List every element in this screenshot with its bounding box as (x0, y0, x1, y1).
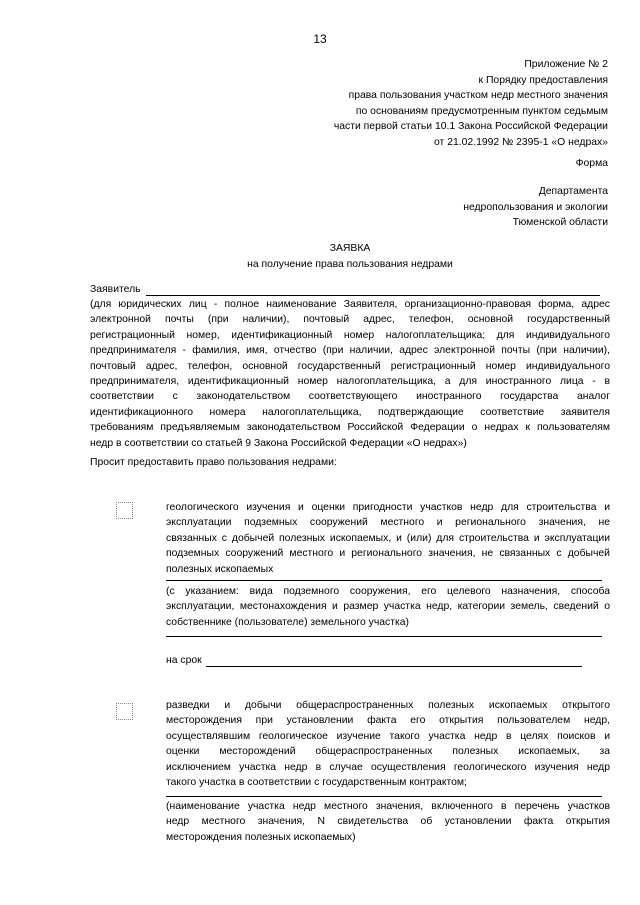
option-line: эксплуатации подземных сооружений местного и регионального значения, не (166, 517, 610, 529)
note-line: электронной почты (при наличии), почтовый адрес, телефон, основной государственный (90, 314, 610, 326)
option-line: такого участка в соответствии с государственным контрактом; (166, 776, 467, 788)
addressee-block (463, 184, 608, 231)
option-2-checkbox[interactable] (116, 703, 133, 720)
option-line: подземных сооружений местного и регионального значения, не связанных с добычей (166, 548, 610, 560)
note-line: (для юридических лиц - полное наименование Заявителя, организационно-правовая форма, адрес (90, 299, 610, 310)
note-line: (с указанием: вида подземного сооружения, его целевого назначения, способа (166, 586, 610, 597)
appendix-line: по основаниям предусмотренным пунктом седьмым (355, 105, 608, 117)
addressee-line: недропользования и экологии (463, 201, 608, 213)
appendix-block (334, 57, 608, 151)
option-line: осуществлявшим геологическое изучение такого участка недр в целях поисков и (166, 730, 610, 742)
appendix-line: Приложение № 2 (524, 59, 608, 70)
option-1-input-line[interactable] (166, 580, 602, 581)
addressee-line: Департамента (538, 186, 608, 197)
option-1-text (166, 500, 610, 577)
option-line: геологического изучения и оценки пригодности участков недр для строительства и (166, 502, 610, 513)
note-line: соответствии с законодательством соответствующего иностранного государства аналог (90, 391, 610, 403)
addressee-line: Тюменской области (512, 217, 608, 229)
note-line: требованиям предъявляемым законодательством Российской Федерации о недрах к пользователям (90, 422, 610, 434)
applicant-input-line[interactable] (146, 295, 600, 296)
applicant-label: Заявитель (90, 284, 141, 295)
applicant-note (90, 297, 610, 451)
option-2-input-line[interactable] (166, 796, 602, 797)
term-label: на срок (166, 655, 202, 666)
note-line: собственнике (пользователе) земельного участка) (166, 616, 410, 628)
page-number: 13 (313, 32, 327, 46)
option-1-checkbox[interactable] (116, 502, 133, 519)
note-line: предпринимателя, идентификационный номер налогоплательщика, а для иностранного лица - в (90, 375, 610, 387)
note-line: эксплуатации, местонахождения и размер участка недр, категории земель, сведений о (166, 601, 610, 613)
option-line: месторождения при установлении факта его открытия пользователем недр, (166, 715, 610, 727)
option-line: исключением участка недр в случае осуществления геологического изучения недр (166, 761, 610, 773)
term-input-line[interactable] (206, 666, 582, 667)
document-title: ЗАЯВКА (329, 243, 371, 254)
option-1-input-line-2[interactable] (166, 636, 602, 637)
appendix-line: части первой статьи 10.1 Закона Российской Федерации (333, 121, 608, 133)
note-line: предпринимателя - фамилия, имя, отчество (при наличии, адрес электронной почты (при наличии), (90, 345, 610, 357)
note-line: идентификационного номера налогоплательщика, подтверждающие соответствие заявителя (90, 406, 610, 418)
option-line: разведки и добычи общераспространенных полезных ископаемых открытого (166, 700, 610, 711)
option-2-note (166, 799, 610, 845)
option-1-note (166, 584, 610, 630)
option-line: оценки месторождений общераспространенных полезных ископаемых, за (166, 746, 610, 758)
form-label: Форма (575, 158, 608, 169)
appendix-line: права пользования участком недр местного значения (348, 90, 608, 102)
note-line: недр местного значения, N свидетельства об установлении факта открытия (166, 816, 610, 828)
note-line: (наименование участка недр местного значения, включенного в перечень участков (166, 801, 610, 812)
note-line: недр в соответствии со статьей 9 Закона Российской Федерации «О недрах») (90, 437, 467, 449)
request-label: Просит предоставить право пользования недрами: (90, 457, 337, 468)
option-line: связанных с добычей полезных ископаемых, и (или) для строительства и эксплуатации (166, 532, 610, 544)
option-2-text (166, 698, 610, 790)
option-line: полезных ископаемых (166, 563, 274, 575)
document-subtitle: на получение права пользования недрами (247, 259, 453, 270)
appendix-line: от 21.02.1992 № 2395-1 «О недрах» (434, 136, 608, 148)
note-line: регистрационный номер, идентификационный номер налогоплательщика; для индивидуального (90, 329, 610, 341)
note-line: почтовый адрес, телефон, основной государственный регистрационный номер индивидуального (90, 360, 610, 372)
note-line: месторождения полезных ископаемых) (166, 831, 356, 843)
appendix-line: к Порядку предоставления (478, 74, 608, 86)
